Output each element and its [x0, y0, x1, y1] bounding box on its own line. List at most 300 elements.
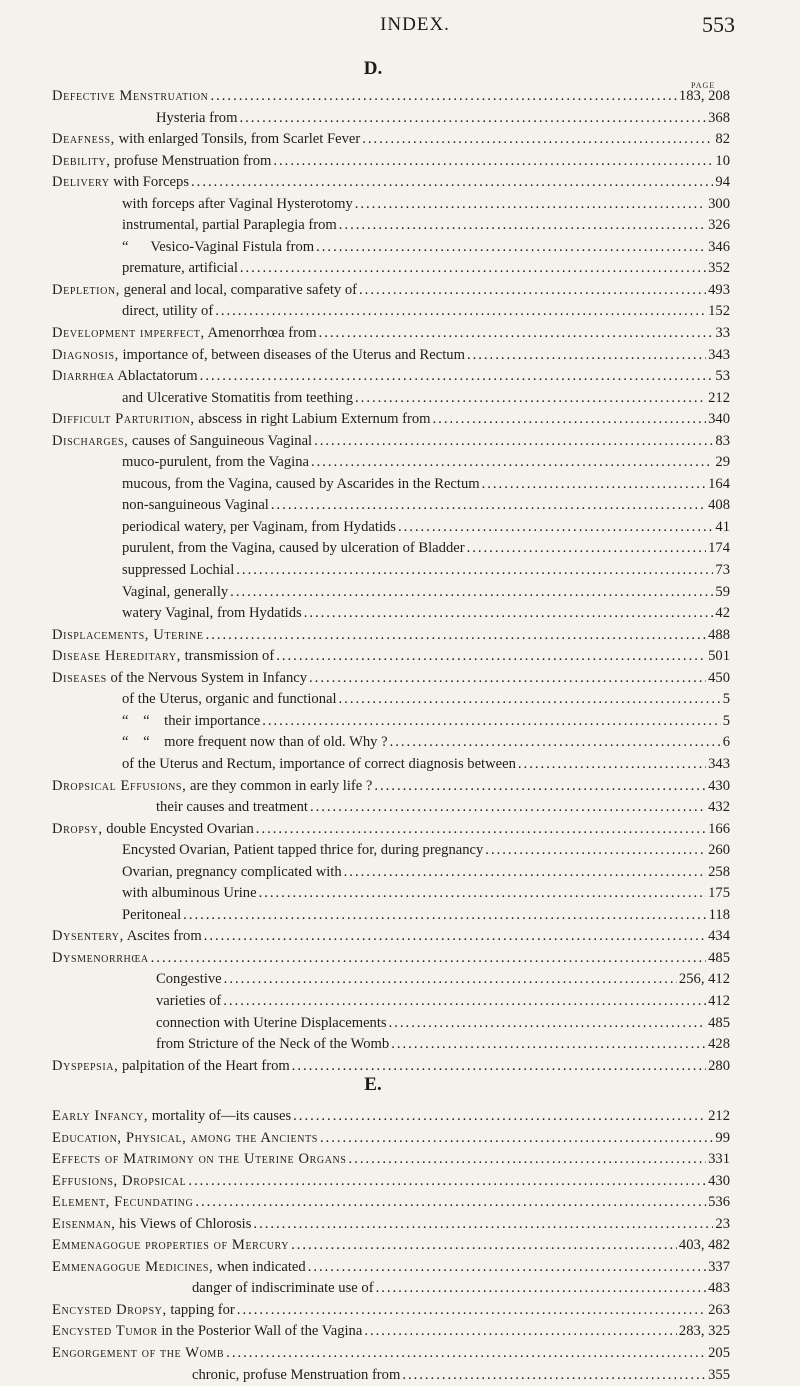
index-entry [52, 969, 730, 991]
entry-text [156, 797, 308, 819]
entry-heading: Encysted Dropsy, [52, 1301, 167, 1318]
entry-subject: “ Vesico-Vaginal Fistula from [122, 238, 315, 255]
entry-page-ref: 488 [708, 626, 730, 643]
dot-leader [256, 819, 706, 841]
entry-text [52, 86, 208, 108]
index-entry [52, 862, 730, 884]
entry-page-ref: 83 [715, 432, 730, 449]
index-entry [52, 1214, 730, 1236]
entry-page-ref: 5 [722, 712, 730, 729]
dot-leader [467, 345, 706, 367]
entry-subject: in the Posterior Wall of the Vagina [157, 1323, 363, 1340]
entry-subject: mortality of—its causes [148, 1108, 292, 1124]
entry-text [122, 905, 181, 927]
entry-subject: with Forceps [109, 174, 190, 191]
entry-text [52, 1128, 318, 1150]
entry-heading: Diarrhœa [52, 368, 115, 385]
dot-leader [236, 560, 713, 582]
entry-page-ref: 260 [708, 842, 730, 859]
entry-subject: palpitation of the Heart from [118, 1057, 290, 1074]
dot-leader [349, 1149, 707, 1171]
entry-page-ref: 430 [708, 777, 730, 794]
entry-text [52, 625, 204, 647]
dot-leader [390, 732, 721, 754]
index-entry [52, 366, 730, 388]
dot-leader [224, 969, 677, 991]
entry-page-ref: 493 [708, 281, 730, 298]
entry-subject: Ablactatorum [114, 368, 198, 385]
entry-page-ref: 352 [708, 260, 730, 277]
entry-subject: purulent, from the Vagina, caused by ulceration of Bladder [122, 540, 465, 557]
entry-text [52, 646, 274, 668]
entry-subject: periodical watery, per Vaginam, from Hydatids [122, 518, 396, 535]
dot-leader [230, 582, 713, 604]
entry-page-ref: 94 [715, 174, 730, 191]
dot-leader [398, 517, 713, 539]
index-entry [52, 431, 730, 453]
entry-page-ref: 346 [708, 238, 730, 255]
dot-leader [210, 86, 676, 108]
dot-leader [485, 840, 706, 862]
entry-page-ref: 82 [715, 131, 730, 148]
dot-leader [316, 237, 706, 259]
entry-subject: importance of, between diseases of the Uterus and Rectum [118, 346, 465, 363]
entry-subject: profuse Menstruation from [110, 152, 272, 169]
entry-page-ref: 485 [708, 1014, 730, 1031]
dot-leader [320, 1128, 713, 1150]
entry-subject: instrumental, partial Paraplegia from [122, 217, 337, 234]
index-entry [52, 560, 730, 582]
entry-text [52, 172, 189, 194]
entry-heading: Effects of Matrimony on the Uterine Organs [52, 1151, 347, 1168]
index-entry [52, 237, 730, 259]
dot-leader [204, 926, 706, 948]
entry-heading: Diseases [52, 669, 107, 686]
entry-page-ref: 485 [708, 949, 730, 966]
index-entry [52, 819, 730, 841]
entry-text [122, 237, 314, 259]
index-entry [52, 345, 730, 367]
index-entry [52, 797, 730, 819]
entry-page-ref: 29 [715, 454, 730, 471]
entry-heading: Delivery [52, 174, 110, 191]
entry-text [122, 388, 353, 410]
dot-leader [304, 603, 714, 625]
entry-subject: general and local, comparative safety of [119, 281, 358, 298]
index-entry [52, 625, 730, 647]
entry-text [122, 517, 396, 539]
dot-leader [292, 1056, 706, 1078]
section-letter-e: E. [364, 1074, 382, 1095]
entry-heading: Education, Physical, among the Ancients [52, 1129, 318, 1146]
entry-text [52, 1321, 362, 1343]
entry-text [122, 258, 238, 280]
entry-subject: double Encysted Ovarian [102, 820, 254, 837]
entry-page-ref: 368 [708, 109, 730, 126]
entry-page-ref: 343 [708, 755, 730, 772]
entry-subject: Vaginal, generally [122, 583, 229, 600]
dot-leader [293, 1106, 706, 1128]
entry-subject: Encysted Ovarian, Patient tapped thrice for, during pregnancy [122, 842, 484, 859]
entry-text [122, 689, 337, 711]
dot-leader [359, 280, 706, 302]
entry-page-ref: 300 [708, 195, 730, 212]
entry-heading: Dysentery, [52, 928, 124, 945]
entry-heading: Engorgement of the Womb [52, 1345, 225, 1362]
index-entry [52, 452, 730, 474]
entry-page-ref: 283, 325 [678, 1323, 730, 1340]
index-entry [52, 538, 730, 560]
index-entry [52, 1106, 730, 1128]
index-entry [52, 215, 730, 237]
index-entry [52, 1365, 730, 1386]
dot-leader [355, 194, 706, 216]
entry-page-ref: 450 [708, 669, 730, 686]
dot-leader [339, 215, 706, 237]
entry-page-ref: 212 [708, 389, 730, 406]
entry-heading: Eisenman, [52, 1215, 116, 1232]
dot-leader [339, 689, 721, 711]
entry-subject: Peritoneal [122, 906, 182, 923]
entry-page-ref: 340 [708, 411, 730, 428]
entry-subject: non-sanguineous Vaginal [122, 497, 269, 514]
dot-leader [215, 301, 706, 323]
entry-page-ref: 164 [708, 475, 730, 492]
dot-leader [237, 1300, 706, 1322]
index-entry [52, 1300, 730, 1322]
entry-page-ref: 99 [715, 1129, 730, 1146]
running-head [0, 8, 800, 38]
entry-text [52, 409, 431, 431]
entry-text [122, 862, 342, 884]
entry-page-ref: 258 [708, 863, 730, 880]
entry-subject: watery Vaginal, from Hydatids [122, 605, 302, 622]
dot-leader [311, 452, 713, 474]
index-entry [52, 1128, 730, 1150]
entry-heading: Depletion, [52, 281, 120, 298]
entry-heading: Difficult Parturition, [52, 411, 195, 428]
dot-leader [308, 1257, 706, 1279]
index-entry [52, 1343, 730, 1365]
entry-text [52, 1214, 251, 1236]
entry-text [52, 1171, 186, 1193]
entry-subject: with forceps after Vaginal Hysterotomy [122, 195, 353, 212]
entry-text [52, 926, 202, 948]
entry-text [52, 668, 307, 690]
entry-heading: Emmenagogue properties of Mercury [52, 1237, 290, 1254]
dot-leader [518, 754, 706, 776]
dot-leader [355, 388, 706, 410]
entry-subject: of the Uterus, organic and functional [122, 691, 337, 708]
entry-subject: premature, artificial [122, 260, 238, 277]
entry-page-ref: 403, 482 [678, 1237, 730, 1254]
entry-page-ref: 5 [722, 691, 730, 708]
entry-page-ref: 42 [715, 605, 730, 622]
entry-text [122, 452, 309, 474]
entry-page-ref: 536 [708, 1194, 730, 1211]
entry-text [52, 776, 372, 798]
entry-subject: are they common in early life ? [186, 777, 373, 794]
entry-page-ref: 280 [708, 1057, 730, 1074]
entry-subject: varieties of [156, 992, 222, 1009]
entry-text [192, 1278, 374, 1300]
entry-text [122, 883, 257, 905]
index-entry [52, 323, 730, 345]
entry-subject: of the Uterus and Rectum, importance of correct diagnosis between [122, 755, 516, 772]
entry-subject: abscess in right Labium Externum from [194, 411, 431, 428]
index-entry [52, 1056, 730, 1078]
dot-leader [291, 1235, 677, 1257]
entry-text [52, 151, 271, 173]
index-entry [52, 409, 730, 431]
entry-subject: with enlarged Tonsils, from Scarlet Fever [114, 131, 361, 148]
entry-text [122, 754, 516, 776]
entry-page-ref: 73 [715, 562, 730, 579]
dot-leader [319, 323, 714, 345]
index-entry [52, 1034, 730, 1056]
section-letter-d: D. [363, 58, 383, 79]
index-entry [52, 883, 730, 905]
entry-text [52, 1300, 235, 1322]
dot-leader [206, 625, 707, 647]
entry-subject: Congestive [156, 971, 222, 988]
entry-page-ref: 10 [715, 152, 730, 169]
entry-subject: muco-purulent, from the Vagina [122, 454, 309, 471]
index-entry [52, 732, 730, 754]
entry-page-ref: 152 [708, 303, 730, 320]
index-entry [52, 1257, 730, 1279]
entry-page-ref: 263 [708, 1301, 730, 1318]
entry-page-ref: 53 [715, 368, 730, 385]
index-entry [52, 754, 730, 776]
entry-subject: direct, utility of [122, 303, 214, 320]
index-entry [52, 926, 730, 948]
entry-heading: Early Infancy, [52, 1108, 149, 1124]
entry-heading: Emmenagogue Medicines, [52, 1258, 214, 1275]
dot-leader [188, 1171, 706, 1193]
entry-text [52, 1106, 291, 1128]
entry-subject: when indicated [213, 1258, 306, 1275]
entry-page-ref: 428 [708, 1036, 730, 1053]
index-entry [52, 86, 730, 108]
page-column-label: PAGE [691, 81, 716, 90]
entry-text [122, 732, 388, 754]
entry-subject: suppressed Lochial [122, 562, 235, 579]
index-entry [52, 194, 730, 216]
entry-page-ref: 343 [708, 346, 730, 363]
entry-text [52, 1343, 224, 1365]
entry-text [52, 431, 312, 453]
dot-leader [239, 108, 706, 130]
dot-leader [364, 1321, 677, 1343]
dot-leader [259, 883, 707, 905]
index-entry [52, 711, 730, 733]
entry-page-ref: 183, 208 [678, 88, 730, 104]
entry-subject: causes of Sanguineous Vaginal [128, 432, 313, 449]
entry-text [52, 948, 149, 970]
index-entry [52, 1321, 730, 1343]
entry-subject: of the Nervous System in Infancy [106, 669, 308, 686]
entry-page-ref: 412 [708, 992, 730, 1009]
entry-subject: from Stricture of the Neck of the Womb [156, 1036, 390, 1053]
dot-leader [376, 1278, 707, 1300]
entry-page-ref: 33 [715, 325, 730, 342]
dot-leader [200, 366, 714, 388]
entry-heading: Effusions, Dropsical [52, 1172, 187, 1189]
dot-leader [391, 1034, 706, 1056]
index-entry [52, 1171, 730, 1193]
entry-text [156, 1013, 387, 1035]
entry-heading: Disease Hereditary, [52, 648, 181, 665]
entry-subject: Hysteria from [156, 109, 238, 126]
entry-text [122, 495, 269, 517]
entry-page-ref: 41 [715, 518, 730, 535]
index-entry [52, 1278, 730, 1300]
entry-page-ref: 331 [708, 1151, 730, 1168]
entry-text [52, 1192, 193, 1214]
entry-text [122, 840, 483, 862]
entry-text [122, 603, 302, 625]
dot-leader [226, 1343, 706, 1365]
page-number: 553 [702, 12, 735, 37]
index-entry [52, 129, 730, 151]
dot-leader [183, 905, 706, 927]
dot-leader [276, 646, 706, 668]
entry-page-ref: 175 [708, 885, 730, 902]
entry-text [52, 1149, 347, 1171]
entry-page-ref: 59 [715, 583, 730, 600]
index-entry [52, 603, 730, 625]
entry-page-ref: 205 [708, 1345, 730, 1362]
entry-subject: tapping for [166, 1301, 235, 1318]
entry-text [156, 108, 237, 130]
entry-heading: Discharges, [52, 432, 129, 449]
entry-text [156, 991, 221, 1013]
index-entry [52, 840, 730, 862]
entry-heading: Defective Menstruation [52, 88, 209, 104]
index-entry [52, 258, 730, 280]
index-entry [52, 1235, 730, 1257]
index-entry [52, 646, 730, 668]
entry-text [52, 819, 254, 841]
entry-text [192, 1365, 400, 1386]
entry-subject: “ “ their importance [122, 712, 261, 729]
index-entry [52, 517, 730, 539]
dot-leader [433, 409, 707, 431]
index-entry [52, 388, 730, 410]
entry-page-ref: 337 [708, 1258, 730, 1275]
entry-page-ref: 355 [708, 1366, 730, 1383]
dot-leader [314, 431, 713, 453]
entry-page-ref: 256, 412 [678, 971, 730, 988]
entry-heading: Debility, [52, 152, 111, 169]
index-entry [52, 668, 730, 690]
dot-leader [362, 129, 713, 151]
entry-text [52, 366, 198, 388]
dot-leader [151, 948, 706, 970]
dot-leader [310, 797, 706, 819]
entry-heading: Displacements, Uterine [52, 626, 204, 643]
dot-leader [195, 1192, 706, 1214]
index-entry [52, 301, 730, 323]
entry-text [122, 711, 260, 733]
entry-page-ref: 174 [708, 540, 730, 557]
dot-leader [271, 495, 706, 517]
entry-page-ref: 501 [708, 648, 730, 665]
entry-subject: his Views of Chlorosis [115, 1215, 252, 1232]
entry-text [52, 323, 317, 345]
entry-heading: Dropsical Effusions, [52, 777, 187, 794]
index-entry [52, 474, 730, 496]
entry-subject: their causes and treatment [156, 799, 308, 816]
entry-subject: Amenorrhœa from [204, 325, 317, 342]
dot-leader [482, 474, 707, 496]
entry-text [122, 582, 228, 604]
entry-text [122, 560, 234, 582]
entry-subject: chronic, profuse Menstruation from [192, 1366, 401, 1383]
entry-text [122, 474, 480, 496]
index-entry [52, 172, 730, 194]
entry-heading: Deafness, [52, 131, 115, 148]
dot-leader [389, 1013, 707, 1035]
dot-leader [240, 258, 706, 280]
entry-subject: “ “ more frequent now than of old. Why ? [122, 734, 388, 751]
entry-heading: Encysted Tumor [52, 1323, 158, 1340]
entry-text [122, 301, 213, 323]
entry-subject: Ascites from [123, 928, 202, 945]
entry-subject: transmission of [180, 648, 275, 665]
index-entry [52, 495, 730, 517]
entry-page-ref: 432 [708, 799, 730, 816]
index-entry [52, 280, 730, 302]
entry-heading: Dysmenorrhœa [52, 949, 149, 966]
dot-leader [402, 1365, 706, 1386]
index-entry [52, 1192, 730, 1214]
entry-text [52, 345, 465, 367]
index-entry [52, 991, 730, 1013]
entry-text [122, 194, 353, 216]
index-entry [52, 1013, 730, 1035]
entry-page-ref: 212 [708, 1108, 730, 1124]
entry-page-ref: 483 [708, 1280, 730, 1297]
entry-text [156, 1034, 389, 1056]
index-entry [52, 582, 730, 604]
entry-text [122, 215, 337, 237]
index-entry [52, 689, 730, 711]
entry-heading: Dropsy, [52, 820, 103, 837]
index-section-e [52, 1106, 730, 1386]
entry-page-ref: 23 [715, 1215, 730, 1232]
entry-page-ref: 430 [708, 1172, 730, 1189]
entry-subject: with albuminous Urine [122, 885, 257, 902]
entry-page-ref: 6 [722, 734, 730, 751]
dot-leader [253, 1214, 713, 1236]
index-entry [52, 776, 730, 798]
entry-page-ref: 118 [708, 906, 730, 923]
entry-page-ref: 408 [708, 497, 730, 514]
entry-subject: and Ulcerative Stomatitis from teething [122, 389, 354, 406]
entry-text [156, 969, 222, 991]
entry-subject: danger of indiscriminate use of [192, 1280, 374, 1297]
dot-leader [344, 862, 706, 884]
index-entry [52, 151, 730, 173]
entry-page-ref: 326 [708, 217, 730, 234]
entry-page-ref: 434 [708, 928, 730, 945]
index-entry [52, 108, 730, 130]
entry-heading: Development imperfect, [52, 325, 205, 342]
entry-subject: mucous, from the Vagina, caused by Ascarides in the Rectum [122, 475, 480, 492]
index-entry [52, 948, 730, 970]
